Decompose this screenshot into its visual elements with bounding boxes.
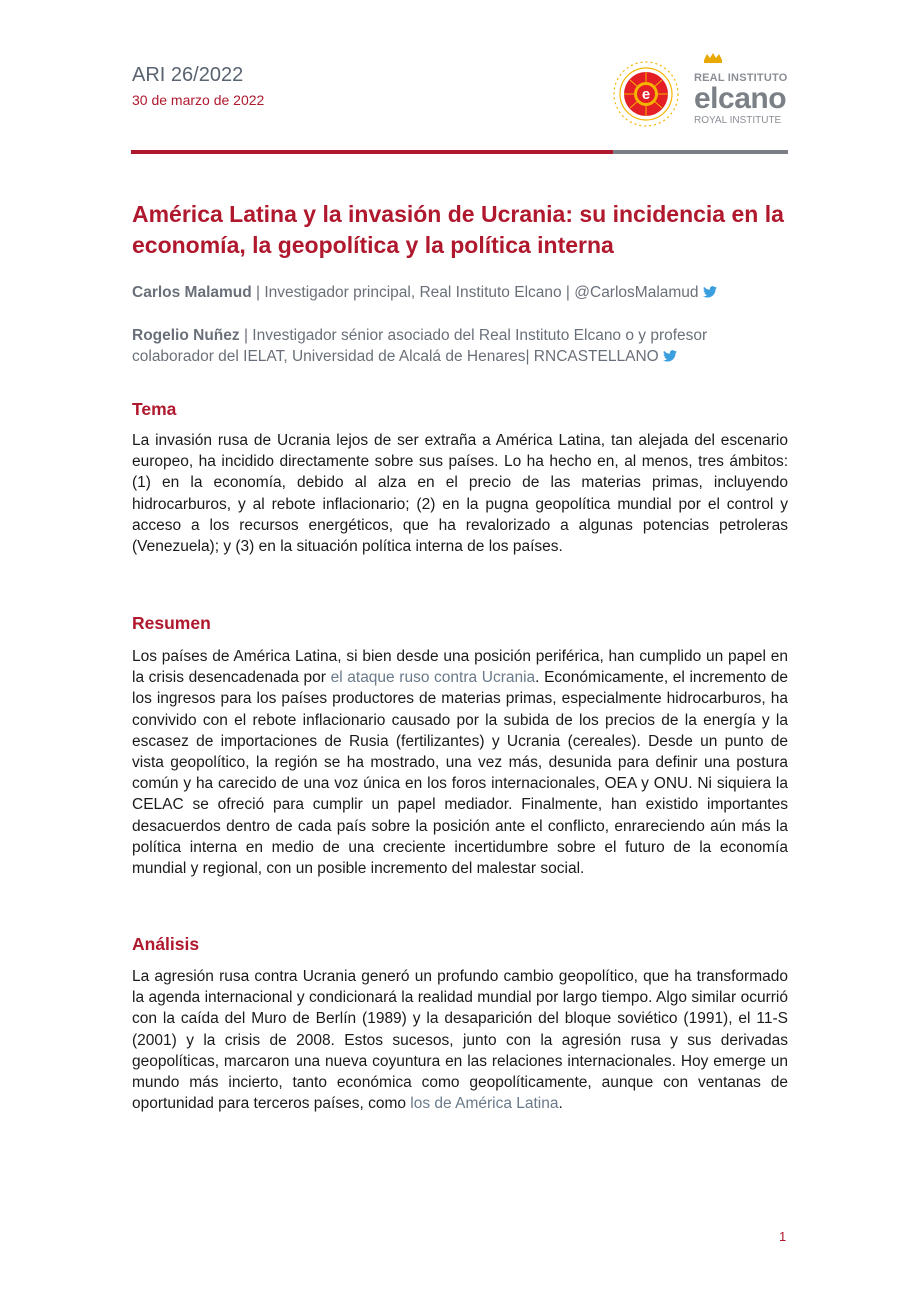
svg-text:e: e	[641, 86, 651, 103]
twitter-icon[interactable]	[703, 283, 717, 304]
section-text-tema: La invasión rusa de Ucrania lejos de ser extraña a América Latina, tan alejada del escenario europeo, ha incidido directamente sobre sus países. Lo ha hecho en, al menos, tres ámbitos: (1) en la economía, debido al alza en el precio de las materias primas, incluyendo hidrocarburos, y al rebote inflacionario; (2) en la pugna geopolítica mundial por el control y acceso a los recursos energéticos, que ha revalorizado a algunas potencias petroleras (Venezuela); y (3) en la situación política interna de los países.	[132, 432, 788, 556]
analisis-text-before: La agresión rusa contra Ucrania generó un profundo cambio geopolítico, que ha transformado la agenda internacional y condicionará la realidad mundial por largo tiempo. Algo similar ocurrió con la caída del Muro de Berlín (1989) y la desaparición del bloque soviético (1991), el 11-S (2001) y la crisis de 2008. Estos sucesos, junto con la agresión rusa y sus derivadas geopolíticas, marcaron una nueva coyuntura en las relaciones internacionales. Hoy emerge un mundo más incierto, tanto económica como geopolíticamente, aunque con ventanas de oportunidad para terceros países, como	[132, 968, 788, 1113]
author-1	[132, 282, 792, 304]
section-heading-resumen: Resumen	[132, 613, 211, 633]
link-ataque-ruso[interactable]: el ataque ruso contra Ucrania	[330, 669, 536, 687]
logo-line-2: elcano	[694, 82, 787, 115]
crown-icon	[704, 53, 722, 63]
author-2-role: | Investigador sénior asociado del Real Instituto Elcano o y profesor colaborador del IELAT, Universidad de Alcalá de Henares| RNCASTELLANO	[132, 327, 708, 365]
report-date: 30 de marzo de 2022	[132, 92, 265, 108]
twitter-icon[interactable]	[663, 347, 677, 368]
author-1-name: Carlos Malamud	[132, 284, 252, 301]
link-america-latina[interactable]: los de América Latina	[410, 1095, 559, 1113]
header-divider-end	[613, 150, 788, 154]
section-heading-tema: Tema	[132, 399, 177, 419]
resumen-text-after: . Económicamente, el incremento de los ingresos para los países productores de materias primas, especialmente hidrocarburos, ha convivido con el rebote inflacionario causado por la subida de los precios de la energía y la escasez de importaciones de Rusia (fertilizantes) y Ucrania (cereales). Desde un punto de vista geopolítico, la región se ha mostrado, una vez más, desunida para definir una postura común y ha carecido de una voz única en los foros internacionales, OEA y ONU. Ni siquiera la CELAC se ofreció para cumplir un papel mediador. Finalmente, han existido importantes desacuerdos dentro de cada país sobre la posición ante el conflicto, enrareciendo aún más la política interna en medio de una creciente incertidumbre sobre el futuro de la economía mundial y regional, con un posible incremento del malestar social.	[132, 669, 788, 878]
document-title: América Latina y la invasión de Ucrania: su incidencia en la economía, la geopolítica y la política interna	[132, 201, 784, 258]
page-number: 1	[779, 1229, 787, 1244]
section-text-analisis	[132, 966, 788, 1114]
section-heading-analisis: Análisis	[132, 934, 200, 954]
author-2	[132, 325, 792, 368]
report-code: ARI 26/2022	[132, 64, 244, 86]
author-2-name: Rogelio Nuñez	[132, 327, 240, 344]
analisis-text-after: .	[558, 1095, 563, 1113]
resumen-text-before: Los países de América Latina, si bien desde una posición periférica, han cumplido un papel en la crisis desencadenada por	[132, 648, 788, 687]
logo-line-1: REAL INSTITUTO	[694, 72, 788, 84]
section-text-resumen	[132, 646, 788, 879]
logo-line-3: ROYAL INSTITUTE	[694, 115, 782, 126]
logo-text	[694, 72, 787, 126]
author-1-role: | Investigador principal, Real Instituto Elcano | @CarlosMalamud	[251, 284, 699, 301]
